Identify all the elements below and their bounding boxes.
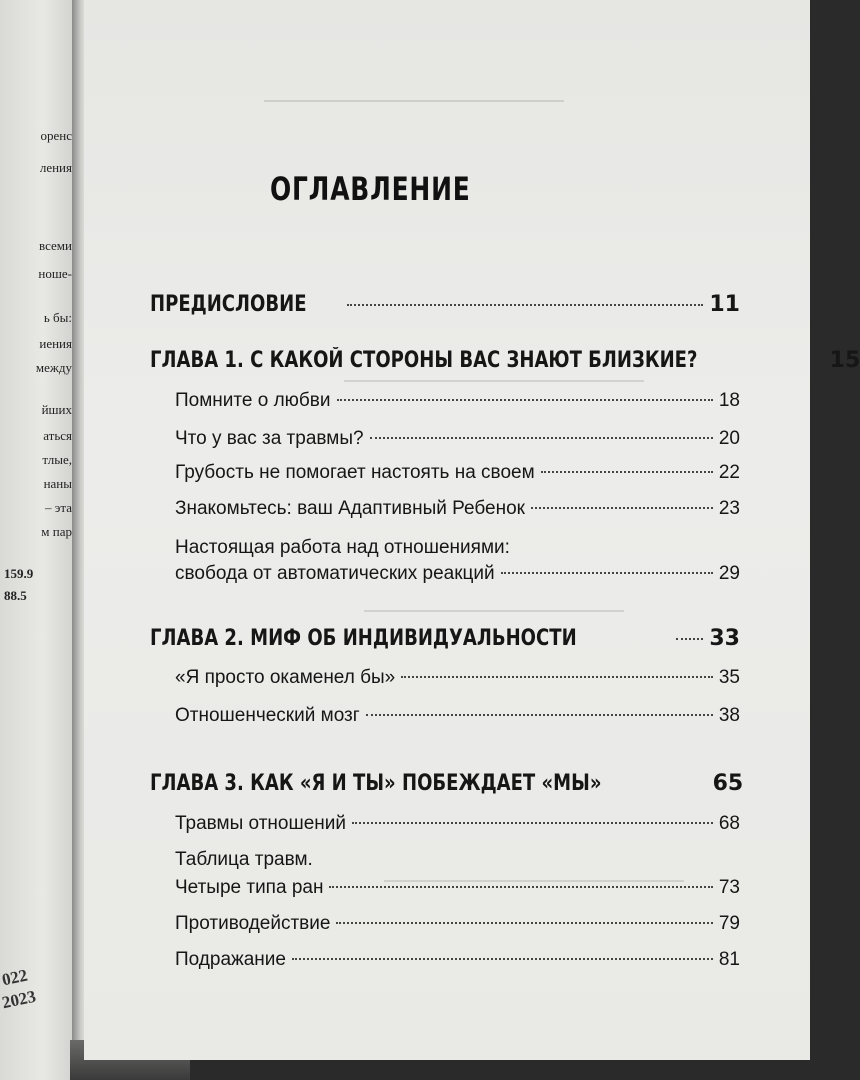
toc-page-number: 38	[718, 705, 740, 726]
toc-page-number: 29	[718, 563, 740, 584]
toc-entry-label: ГЛАВА 2. МИФ ОБ ИНДИВИДУАЛЬНОСТИ	[150, 626, 577, 651]
toc-entry-label: «Я просто окаменел бы»	[175, 667, 396, 688]
toc-page-number: 73	[718, 877, 740, 898]
toc-entry-label: Что у вас за травмы?	[175, 428, 364, 449]
toc-entry-label: Подражание	[175, 949, 286, 970]
toc-entry-label: Помните о любви	[175, 390, 331, 411]
toc-page-number: 81	[718, 949, 740, 970]
toc-page-number: 68	[718, 813, 740, 834]
toc-page-number: 65	[712, 771, 744, 796]
facing-page-text: ления	[39, 160, 72, 175]
facing-page-text: наны	[43, 476, 72, 491]
facing-page-text: м пар	[41, 524, 72, 539]
toc-entry-label: Отношенческий мозг	[175, 705, 360, 726]
facing-page-number: 159.9	[4, 566, 34, 581]
toc-entry-label: ПРЕДИСЛОВИЕ	[150, 292, 307, 317]
toc-entry-chapter-2[interactable]	[150, 626, 740, 651]
facing-page	[0, 0, 78, 1080]
toc-entry-chapter-3[interactable]	[150, 771, 744, 796]
toc-entry-section[interactable]	[175, 498, 740, 520]
toc-entry-label: свобода от автоматических реакций	[175, 563, 495, 584]
toc-entry-label: Знакомьтесь: ваш Адаптивный Ребенок	[175, 498, 525, 519]
facing-page-text: ноше-	[38, 266, 72, 281]
leader-dots	[401, 676, 713, 678]
facing-page-text: аться	[43, 428, 72, 443]
leader-dots	[366, 714, 713, 716]
toc-entry-section[interactable]	[175, 390, 740, 412]
toc-entry-label: Противодействие	[175, 913, 331, 934]
leader-dots	[676, 638, 703, 640]
toc-entry-section[interactable]	[175, 563, 740, 585]
facing-page-year: 2023	[0, 986, 38, 1013]
show-through	[364, 610, 624, 622]
toc-page-number: 79	[718, 913, 740, 934]
toc-page-number: 22	[718, 462, 740, 483]
facing-page-text: иения	[39, 336, 72, 351]
facing-page-text: оренс	[40, 128, 72, 143]
toc-entry-label-line: Настоящая работа над отношениями:	[175, 537, 510, 558]
leader-dots	[541, 471, 713, 473]
toc-entry-chapter-1[interactable]	[150, 348, 860, 373]
facing-page-text: – эта	[45, 500, 72, 515]
facing-page-text: тлые,	[42, 452, 72, 467]
leader-dots	[352, 822, 713, 824]
toc-entry-preface[interactable]	[150, 292, 740, 317]
facing-page-year: 022	[0, 965, 30, 990]
toc-page-number: 20	[718, 428, 740, 449]
leader-dots	[336, 922, 712, 924]
toc-entry-section[interactable]	[175, 813, 740, 835]
leader-dots	[337, 399, 713, 401]
leader-dots	[347, 304, 703, 306]
toc-entry-section[interactable]	[175, 705, 740, 727]
facing-page-text: всеми	[39, 238, 72, 253]
toc-entry-label: ГЛАВА 1. С КАКОЙ СТОРОНЫ ВАС ЗНАЮТ БЛИЗКИЕ?	[150, 348, 698, 373]
leader-dots	[531, 507, 713, 509]
toc-page-number: 35	[718, 667, 740, 688]
toc-entry-section[interactable]	[175, 913, 740, 935]
toc-entry-section[interactable]	[175, 667, 740, 689]
toc-entry-label: Грубость не помогает настоять на своем	[175, 462, 535, 483]
facing-page-text: йших	[41, 402, 72, 417]
facing-page-number: 88.5	[4, 588, 27, 603]
facing-page-text: ь бы:	[43, 310, 72, 325]
toc-entry-section[interactable]	[175, 428, 740, 450]
toc-page-number: 23	[718, 498, 740, 519]
toc-page-number: 33	[709, 626, 740, 651]
toc-page-number: 15	[829, 348, 860, 373]
toc-entry-section[interactable]	[175, 877, 740, 899]
show-through	[264, 100, 564, 112]
leader-dots	[329, 886, 712, 888]
toc-title: ОГЛАВЛЕНИЕ	[270, 170, 471, 208]
toc-entry-section[interactable]	[175, 462, 740, 484]
toc-entry-section[interactable]	[175, 949, 740, 971]
facing-page-text: между	[35, 360, 72, 375]
toc-entry-label: Травмы отношений	[175, 813, 346, 834]
toc-page-number: 11	[709, 292, 740, 317]
leader-dots	[292, 958, 713, 960]
toc-page	[84, 0, 810, 1060]
toc-entry-label-line: Таблица травм.	[175, 849, 313, 870]
toc-page-number: 18	[718, 390, 740, 411]
toc-entry-label: Четыре типа ран	[175, 877, 324, 898]
toc-entry-label: ГЛАВА 3. КАК «Я И ТЫ» ПОБЕЖДАЕТ «МЫ»	[150, 771, 602, 796]
leader-dots	[370, 437, 713, 439]
leader-dots	[501, 572, 713, 574]
